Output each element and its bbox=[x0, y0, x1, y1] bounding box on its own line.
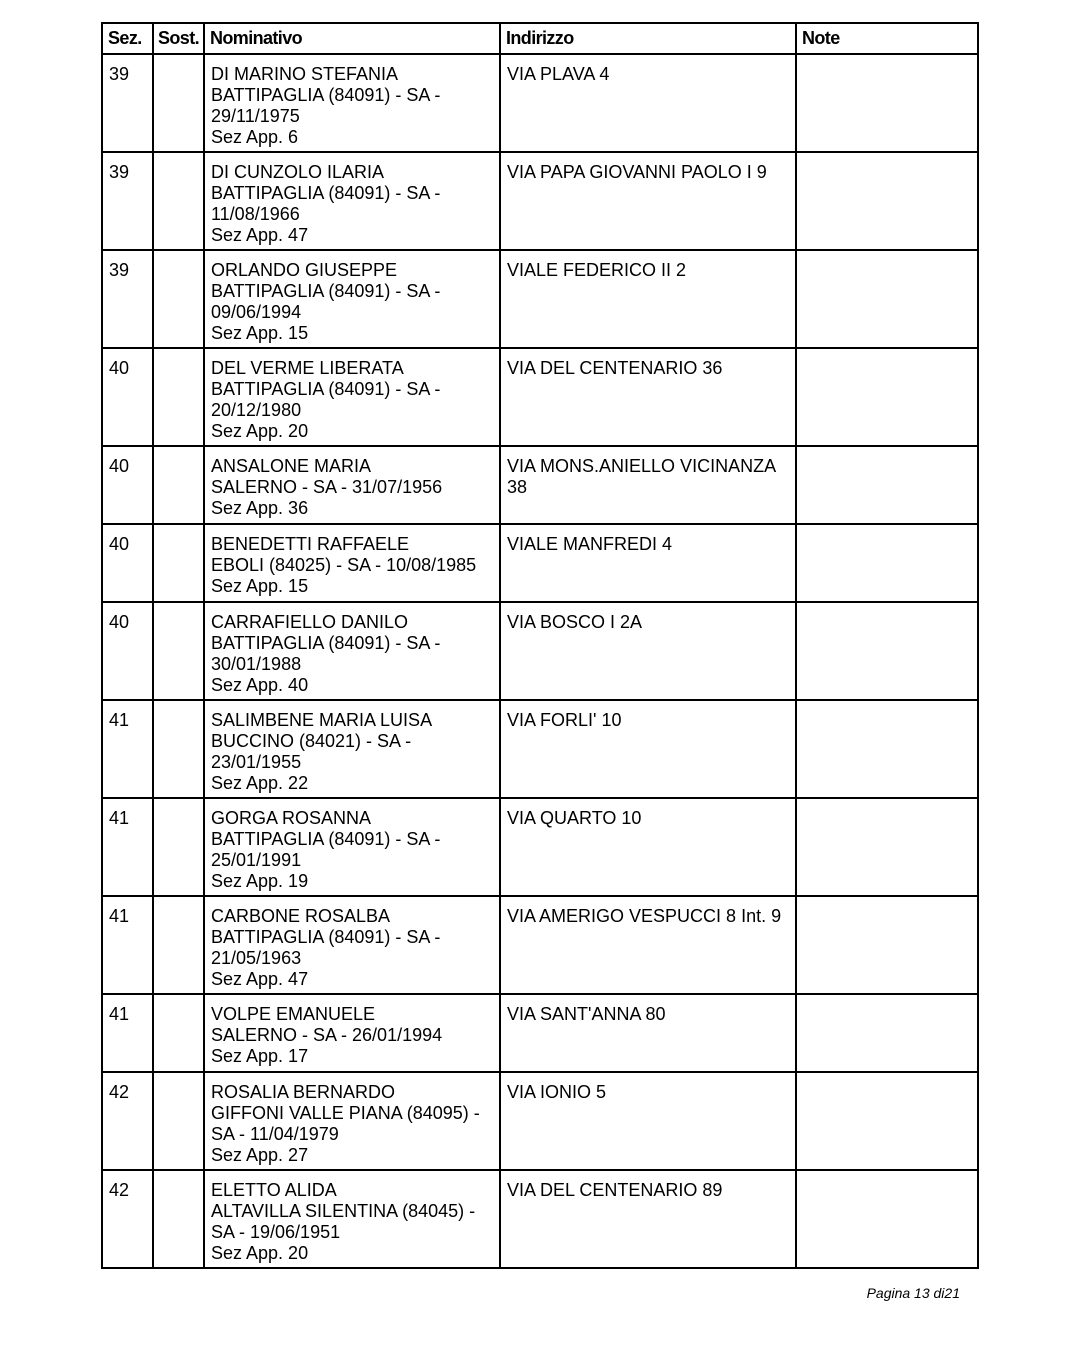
nominativo-line: Sez App. 47 bbox=[211, 225, 309, 245]
cell-note bbox=[796, 524, 978, 602]
cell-note bbox=[796, 446, 978, 524]
indirizzo-line: VIALE FEDERICO II 2 bbox=[507, 260, 687, 280]
cell-indirizzo bbox=[500, 994, 796, 1072]
nominativo-line: ROSALIA BERNARDO bbox=[211, 1082, 396, 1102]
cell-note bbox=[796, 602, 978, 700]
cell-sez: 42 bbox=[102, 1170, 153, 1268]
cell-sost bbox=[153, 152, 204, 250]
nominativo-line: Sez App. 36 bbox=[211, 498, 309, 518]
indirizzo-line: VIALE MANFREDI 4 bbox=[507, 534, 673, 554]
table-row bbox=[102, 896, 978, 994]
cell-sost bbox=[153, 602, 204, 700]
cell-indirizzo bbox=[500, 250, 796, 348]
nominativo-line: CARRAFIELLO DANILO bbox=[211, 612, 409, 632]
cell-sost bbox=[153, 994, 204, 1072]
table-row bbox=[102, 602, 978, 700]
nominativo-line: 11/08/1966 bbox=[211, 204, 300, 224]
cell-nominativo bbox=[204, 1072, 500, 1170]
cell-indirizzo bbox=[500, 896, 796, 994]
cell-nominativo bbox=[204, 994, 500, 1072]
cell-indirizzo bbox=[500, 798, 796, 896]
cell-nominativo bbox=[204, 446, 500, 524]
cell-nominativo bbox=[204, 250, 500, 348]
cell-sost bbox=[153, 700, 204, 798]
nominativo-line: BATTIPAGLIA (84091) - SA - bbox=[211, 85, 441, 105]
nominativo-line: Sez App. 15 bbox=[211, 323, 309, 343]
cell-sez: 39 bbox=[102, 54, 153, 152]
cell-sez: 39 bbox=[102, 250, 153, 348]
indirizzo-line: VIA SANT'ANNA 80 bbox=[507, 1004, 666, 1024]
table-body bbox=[102, 54, 978, 1268]
nominativo-line: CARBONE ROSALBA bbox=[211, 906, 391, 926]
cell-note bbox=[796, 250, 978, 348]
cell-sost bbox=[153, 348, 204, 446]
nominativo-line: VOLPE EMANUELE bbox=[211, 1004, 376, 1024]
cell-indirizzo bbox=[500, 152, 796, 250]
cell-indirizzo bbox=[500, 446, 796, 524]
header-sost: Sost. bbox=[153, 23, 204, 54]
nominativo-line: 09/06/1994 bbox=[211, 302, 302, 322]
table-row bbox=[102, 700, 978, 798]
indirizzo-line: 38 bbox=[507, 477, 528, 497]
nominativo-line: BUCCINO (84021) - SA - bbox=[211, 731, 412, 751]
nominativo-line: DI MARINO STEFANIA bbox=[211, 64, 399, 84]
cell-sez: 40 bbox=[102, 446, 153, 524]
nominativo-line: Sez App. 40 bbox=[211, 675, 309, 695]
nominativo-line: Sez App. 20 bbox=[211, 1243, 309, 1263]
cell-nominativo bbox=[204, 152, 500, 250]
nominativo-line: ANSALONE MARIA bbox=[211, 456, 372, 476]
indirizzo-line: VIA DEL CENTENARIO 89 bbox=[507, 1180, 723, 1200]
cell-sost bbox=[153, 896, 204, 994]
header-indirizzo: Indirizzo bbox=[500, 23, 796, 54]
nominativo-line: SALERNO - SA - 26/01/1994 bbox=[211, 1025, 443, 1045]
indirizzo-line: VIA QUARTO 10 bbox=[507, 808, 642, 828]
nominativo-line: BATTIPAGLIA (84091) - SA - bbox=[211, 633, 441, 653]
cell-sost bbox=[153, 54, 204, 152]
cell-sost bbox=[153, 1170, 204, 1268]
cell-sez: 39 bbox=[102, 152, 153, 250]
cell-indirizzo bbox=[500, 524, 796, 602]
nominativo-line: Sez App. 6 bbox=[211, 127, 299, 147]
cell-nominativo bbox=[204, 896, 500, 994]
cell-indirizzo bbox=[500, 1072, 796, 1170]
table-row bbox=[102, 446, 978, 524]
page-number: Pagina 13 di21 bbox=[866, 1285, 960, 1301]
indirizzo-line: VIA PLAVA 4 bbox=[507, 64, 610, 84]
cell-sez: 41 bbox=[102, 700, 153, 798]
nominativo-line: BENEDETTI RAFFAELE bbox=[211, 534, 410, 554]
nominativo-line: Sez App. 22 bbox=[211, 773, 309, 793]
nominativo-line: ALTAVILLA SILENTINA (84045) - bbox=[211, 1201, 476, 1221]
cell-nominativo bbox=[204, 54, 500, 152]
indirizzo-line: VIA DEL CENTENARIO 36 bbox=[507, 358, 723, 378]
nominativo-line: Sez App. 17 bbox=[211, 1046, 309, 1066]
table-row bbox=[102, 1170, 978, 1268]
indirizzo-line: VIA IONIO 5 bbox=[507, 1082, 607, 1102]
nominativo-line: BATTIPAGLIA (84091) - SA - bbox=[211, 281, 441, 301]
table-row bbox=[102, 1072, 978, 1170]
table-row bbox=[102, 524, 978, 602]
nominativo-line: BATTIPAGLIA (84091) - SA - bbox=[211, 829, 441, 849]
cell-nominativo bbox=[204, 700, 500, 798]
cell-sez: 42 bbox=[102, 1072, 153, 1170]
cell-nominativo bbox=[204, 348, 500, 446]
indirizzo-line: VIA MONS.ANIELLO VICINANZA bbox=[507, 456, 777, 476]
header-note: Note bbox=[796, 23, 978, 54]
nominativo-line: BATTIPAGLIA (84091) - SA - bbox=[211, 183, 441, 203]
indirizzo-line: VIA BOSCO I 2A bbox=[507, 612, 643, 632]
cell-nominativo bbox=[204, 798, 500, 896]
cell-sez: 41 bbox=[102, 994, 153, 1072]
cell-note bbox=[796, 54, 978, 152]
nominativo-line: SA - 19/06/1951 bbox=[211, 1222, 341, 1242]
cell-nominativo bbox=[204, 602, 500, 700]
registry-table bbox=[101, 22, 979, 1269]
nominativo-line: 20/12/1980 bbox=[211, 400, 302, 420]
cell-nominativo bbox=[204, 1170, 500, 1268]
cell-sez: 41 bbox=[102, 896, 153, 994]
cell-note bbox=[796, 1072, 978, 1170]
table-header-row bbox=[102, 23, 978, 54]
nominativo-line: Sez App. 19 bbox=[211, 871, 309, 891]
table-row bbox=[102, 994, 978, 1072]
table-row bbox=[102, 54, 978, 152]
nominativo-line: DEL VERME LIBERATA bbox=[211, 358, 404, 378]
cell-sost bbox=[153, 250, 204, 348]
nominativo-line: SALIMBENE MARIA LUISA bbox=[211, 710, 433, 730]
indirizzo-line: VIA FORLI' 10 bbox=[507, 710, 622, 730]
cell-sost bbox=[153, 1072, 204, 1170]
cell-note bbox=[796, 994, 978, 1072]
cell-note bbox=[796, 348, 978, 446]
nominativo-line: 25/01/1991 bbox=[211, 850, 302, 870]
nominativo-line: Sez App. 15 bbox=[211, 576, 309, 596]
nominativo-line: SA - 11/04/1979 bbox=[211, 1124, 339, 1144]
nominativo-line: ORLANDO GIUSEPPE bbox=[211, 260, 398, 280]
cell-sost bbox=[153, 798, 204, 896]
cell-note bbox=[796, 798, 978, 896]
cell-sez: 40 bbox=[102, 602, 153, 700]
header-nominativo: Nominativo bbox=[204, 23, 500, 54]
nominativo-line: 23/01/1955 bbox=[211, 752, 302, 772]
cell-sez: 40 bbox=[102, 348, 153, 446]
nominativo-line: 29/11/1975 bbox=[211, 106, 300, 126]
cell-note bbox=[796, 896, 978, 994]
nominativo-line: GORGA ROSANNA bbox=[211, 808, 372, 828]
cell-sez: 41 bbox=[102, 798, 153, 896]
nominativo-line: ELETTO ALIDA bbox=[211, 1180, 337, 1200]
cell-indirizzo bbox=[500, 1170, 796, 1268]
indirizzo-line: VIA PAPA GIOVANNI PAOLO I 9 bbox=[507, 162, 767, 182]
cell-indirizzo bbox=[500, 54, 796, 152]
cell-sost bbox=[153, 524, 204, 602]
indirizzo-line: VIA AMERIGO VESPUCCI 8 Int. 9 bbox=[507, 906, 782, 926]
nominativo-line: BATTIPAGLIA (84091) - SA - bbox=[211, 927, 441, 947]
cell-indirizzo bbox=[500, 602, 796, 700]
nominativo-line: Sez App. 27 bbox=[211, 1145, 309, 1165]
nominativo-line: Sez App. 47 bbox=[211, 969, 309, 989]
table-row bbox=[102, 152, 978, 250]
cell-indirizzo bbox=[500, 700, 796, 798]
cell-sost bbox=[153, 446, 204, 524]
cell-nominativo bbox=[204, 524, 500, 602]
table-row bbox=[102, 348, 978, 446]
nominativo-line: 30/01/1988 bbox=[211, 654, 302, 674]
table-row bbox=[102, 798, 978, 896]
header-sez: Sez. bbox=[102, 23, 153, 54]
nominativo-line: EBOLI (84025) - SA - 10/08/1985 bbox=[211, 555, 477, 575]
cell-indirizzo bbox=[500, 348, 796, 446]
cell-note bbox=[796, 700, 978, 798]
nominativo-line: 21/05/1963 bbox=[211, 948, 302, 968]
table-row bbox=[102, 250, 978, 348]
cell-note bbox=[796, 1170, 978, 1268]
nominativo-line: Sez App. 20 bbox=[211, 421, 309, 441]
nominativo-line: BATTIPAGLIA (84091) - SA - bbox=[211, 379, 441, 399]
nominativo-line: GIFFONI VALLE PIANA (84095) - bbox=[211, 1103, 480, 1123]
nominativo-line: SALERNO - SA - 31/07/1956 bbox=[211, 477, 443, 497]
nominativo-line: DI CUNZOLO ILARIA bbox=[211, 162, 385, 182]
cell-sez: 40 bbox=[102, 524, 153, 602]
cell-note bbox=[796, 152, 978, 250]
